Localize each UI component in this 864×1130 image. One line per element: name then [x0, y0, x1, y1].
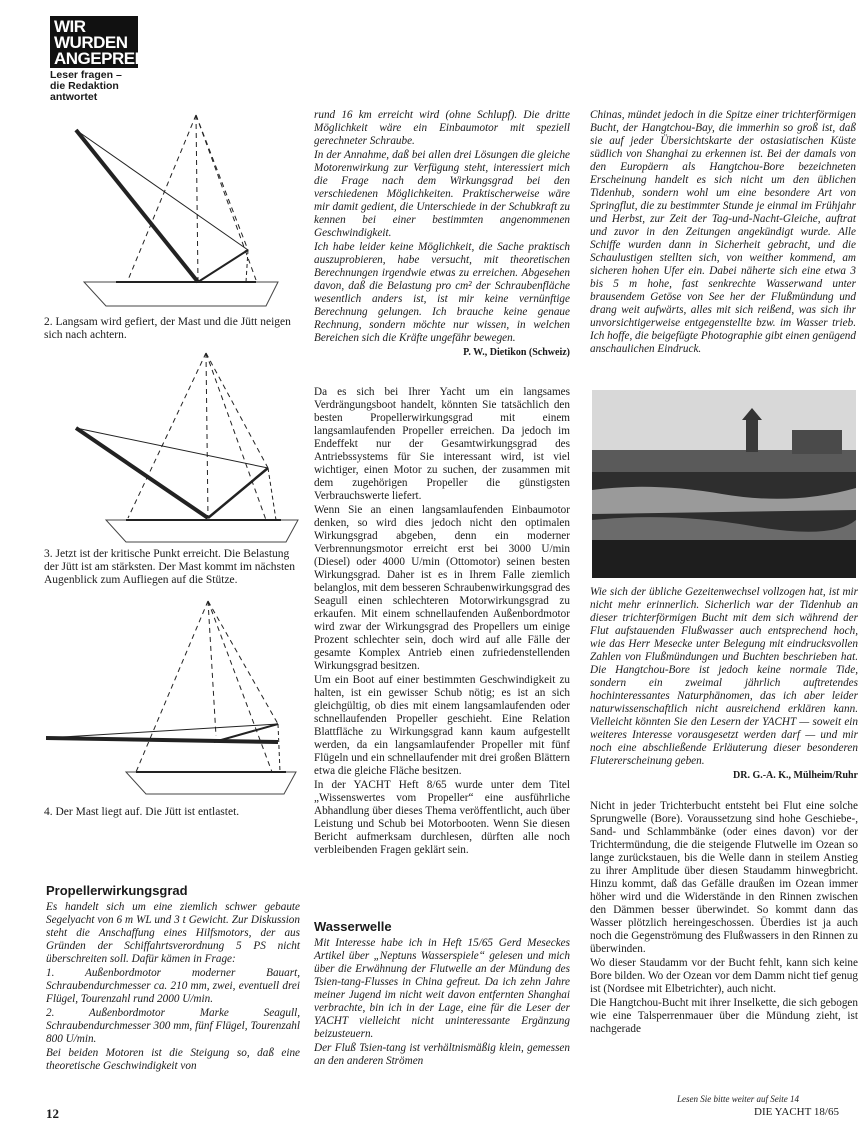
answer-paragraph-1: Da es sich bei Ihrer Yacht um ein langsames Verdrängungsboot handelt, könnten Sie tatsächlich den besten Propellerwirkungsgrad mit einem langsamlaufenden Propeller erreichen. Da jedoch im Endeffekt nur der Gesamtwirkungsgrad des Antriebssystems für Sie interessant wird, ist viel wichtiger, einen Motor zu suchen, der zusammen mit dem zugehörigen Propeller die günstigsten Verbrauchswerte liefert.	[314, 386, 570, 502]
heading-propellerwirkungsgrad: Propellerwirkungsgrad	[46, 883, 188, 898]
logo-line-1: WIR	[54, 17, 86, 36]
right-column-top	[590, 109, 856, 357]
question-paragraph-1: Es handelt sich um eine ziemlich schwer gebaute Segelyacht von 6 m WL und 3 t Gewicht. Zur Diskussion steht die Anschaffung eines Hilfsmotors, der aus Gründen der Schiffahrtsverordnung 5 PS nicht überschreiten soll. Dafür kämen in Frage:	[46, 901, 300, 965]
figure-2-caption: 2. Langsam wird gefiert, der Mast und die Jütt neigen sich nach achtern.	[44, 316, 291, 341]
middle-column-bottom	[314, 920, 570, 1069]
signature-letter-2: DR. G.-A. K., Mülheim/Ruhr	[733, 770, 858, 781]
question-item-2: 2. Außenbordmotor Marke Seagull, Schraubendurchmesser 300 mm, fünf Flügel, Tourenzahl 800 U/min.	[46, 1007, 300, 1045]
heading-wasserwelle: Wasserwelle	[314, 919, 392, 934]
signature-question-1: P. W., Dietikon (Schweiz)	[463, 347, 570, 358]
figure-4-diagram	[46, 596, 300, 804]
figure-3-diagram	[66, 348, 300, 548]
question-paragraph-4: In der Annahme, daß bei allen drei Lösungen die gleiche Motorenwirkung zur Verfügung steht, interessiert mich die Frage nach dem Wirkungsgrad bei den verschiedenen Möglichkeiten. Praktischerweise wäre mir damit gedient, die Unterschiede in der Schubkraft zu kennen bei einer bestimmten angenommenen Geschwindigkeit.	[314, 149, 570, 239]
answer-paragraph-3: Um ein Boot auf einer bestimmten Geschwindigkeit zu halten, ist ein gewisser Schub nötig; es ist an sich gleichgültig, ob dies mit einem langsamlaufenden oder schnellaufenden Propeller geschieht. Eine Relation Blattfläche zu Wirkungsgrad kann kaum aufgestellt werden, da ein langsamlaufender Propeller mit fünf Flügeln und ein schnellaufender mit drei großen Blättern etwa die gleiche Fläche besitzen.	[314, 674, 570, 777]
logo-line-2: WURDEN	[54, 33, 128, 52]
figure-3-caption: 3. Jetzt ist der kritische Punkt erreicht. Die Belastung der Jütt ist am stärksten. Der Mast kommt im nächsten Augenblick zum Aufliegen auf die Stütze.	[44, 548, 296, 586]
logo-band	[50, 16, 149, 68]
question-paragraph-5: Ich habe leider keine Möglichkeit, die Sache praktisch auszuprobieren, habe versucht, mit theoretischen Berechnungen irgendwie etwas zu erreichen. Abgesehen davon, daß die Belastung pro cm² der Schraubenfläche wesentlich anders ist, ist mir keine vernünftige Berechnung gelungen. Ich brauche keine genaue Rechnung, sondern möchte nur wissen, in welchen Bereichen sich die Kräfte ungefähr bewegen.	[314, 241, 570, 344]
letter-paragraph-2: Der Fluß Tsien-tang ist verhältnismäßig klein, gemessen an den anderen Strömen	[314, 1042, 570, 1067]
logo-line-3: ANGEPREIT	[54, 49, 149, 68]
answer-paragraph-7: Die Hangtchou-Bucht mit ihrer Inselkette, die sich gebogen wie eine Talsperrenmauer über die Mündung zieht, ist nachgerade	[590, 997, 858, 1035]
middle-column-top	[314, 109, 570, 360]
column-logo	[50, 16, 149, 103]
answer-paragraph-6: Wo dieser Staudamm vor der Bucht fehlt, kann sich keine Bore bilden. Wo der Ozean vor dem Damm nicht tief genug ist (Nordsee mit Elbetrichter), auch nicht.	[590, 957, 858, 995]
question-paragraph-2: Bei beiden Motoren ist die Steigung so, daß eine theoretische Geschwindigkeit von	[46, 1047, 300, 1072]
page-number: 12	[46, 1106, 59, 1121]
journal-footer: DIE YACHT 18/65	[754, 1106, 839, 1118]
figure-2-diagram	[66, 110, 300, 315]
question-item-1: 1. Außenbordmotor moderner Bauart, Schraubendurchmesser ca. 210 mm, zwei, eventuell drei Flügel, Tourenzahl rund 2000 U/min.	[46, 967, 300, 1005]
continuation-note: Lesen Sie bitte weiter auf Seite 14	[677, 1094, 799, 1104]
letter-paragraph-1: Mit Interesse habe ich in Heft 15/65 Gerd Meseckes Artikel über „Neptuns Wasserspiele“ gelesen und mich über die Erwähnung der Flutwelle an der Mündung des Tsien-tang-Flusses in China gefreut. Da ich zehn Jahre meiner Jugend im nicht weit davon entfernten Shanghai verbrachte, bin ich in der Lage, eine für die Leser der YACHT vielleicht nicht uninteressante Ergänzung beizusteuern.	[314, 937, 570, 1040]
letter-paragraph-4: Wie sich der übliche Gezeitenwechsel vollzogen hat, ist mir nicht mehr erinnerlich. Sicherlich war der Tidenhub an dieser trichterförmigen Bucht mit dem sich während der Flut aufstauenden Flußwasser auch entsprechend hoch, wie das Herr Mesecke unter Belegung mit eindrucksvollen Zahlen von Flußmündungen und Buchten beschrieben hat. Die Hangtchou-Bore ist jedoch keine normale Tide, sondern ein zweimal jährlich auftretendes hochinteressantes Naturphänomen, das ich aber leider naturwissenschaftlich nicht ausreichend erklären kann. Vielleicht könnten Sie den Lesern der YACHT — soweit ein weiteres Interesse vorausgesetzt werden darf — und mir noch eine abschließende Erläuterung dieser besonderen Flutererscheinung geben.	[590, 586, 858, 767]
bore-photograph	[592, 390, 856, 578]
middle-column-answer	[314, 386, 570, 858]
answer-paragraph-4: In der YACHT Heft 8/65 wurde unter dem Titel „Wissenswertes vom Propeller“ eine ausführliche Abhandlung über dieses Thema veröffentlicht, auch über Leistung und Schub bei Motorbooten. Wenn Sie diesen Bericht aufmerksam durchlesen, dürften alle noch verbleibenden Fragen geklärt sein.	[314, 779, 570, 856]
figure-4-caption: 4. Der Mast liegt auf. Die Jütt ist entlastet.	[44, 806, 240, 818]
question-paragraph-3: rund 16 km erreicht wird (ohne Schlupf). Die dritte Möglichkeit wäre ein Einbaumotor mit speziell gerechneter Schraube.	[314, 109, 570, 147]
letter-paragraph-3: Chinas, mündet jedoch in die Spitze einer trichterförmigen Bucht, der Hangtchou-Bay, die immerhin so groß ist, daß sie auf jeder Übersichtskarte der ostasiatischen Küste südlich von Shanghai zu erkennen ist. Bei der damals von den Europäern als Hangtchou-Bore bezeichneten Erscheinung handelt es sich nicht um den üblichen Tidenhub, sondern wohl um eine besondere Art von Springflut, die zu bestimmter Stunde je einmal im Frühjahr und Herbst, zur Zeit der Tag-und-Nacht-Gleiche, auftrat und zuvor in den Zeitungen angekündigt wurde. Alle Schiffe wurden dann in Sicherheit gebracht, und die Schaulustigen stellten sich, von weither kommend, am sicheren hohen Ufer ein. Dabei näherte sich eine etwa 3 bis 5 m hohe, fast senkrechte Wasserwand unter brausendem Getöse von See her der Flußmündung und drang weit aufwärts, alles mit sich reißend, was sich ihr unvorsichtigerweise entgegenstellte bzw. im Wasser trieb. Ich hoffe, die beigefügte Photographie gibt einen genügend anschaulichen Eindruck.	[590, 109, 856, 355]
left-column	[46, 884, 300, 1074]
answer-paragraph-2: Wenn Sie an einen langsamlaufenden Einbaumotor denken, so wird dies jedoch nicht den optimalen Wirkungsgrad abgeben, denn ein moderner Verbrennungsmotor erreicht erst bei 3000 U/min (Diesel) oder 4000 U/min (Ottomotor) seinen besten Wirkungsgrad. Daher ist es in Ihrem Falle ziemlich belanglos, mit dem besseren Schraubenwirkungsgrad des Seagull einen schlechteren Motorwirkungsgrad zu erkaufen. Mit einem schnellaufenden Außenbordmotor wird zwar der Wirkungsgrad des Propellers um einige Prozent schlechter sein, doch wird auf alle Fälle der gesamte Komplex Antrieb einen zufriedenstellenden Wirkungsgrad besitzen.	[314, 504, 571, 672]
logo-subtitle: Leser fragen – die Redaktion antwortet	[50, 69, 122, 103]
answer-paragraph-5: Nicht in jeder Trichterbucht entsteht bei Flut eine solche Sprungwelle (Bore). Voraussetzung sind hohe Geschiebe-, Sand- und Schlammbänke (oder eines davon) vor der Trichtermündung, die die steigende Flutwelle im Ozean so lange zurückstauen, bis die Welle dann in steilem Anstieg zu ihrer Amplitude über diesen Staudamm hinwegbricht. Hinzu kommt, daß das Gefälle draußen im Ozean immer höher wird und die Widerstände in den Rinnen zwischen den Dämmen besser überwindet. So kommt dann das Wasser plötzlich hereingeschossen. Überdies ist ja auch noch die Gegenströmung des Flußwassers in den Rinnen zu überwinden.	[590, 800, 858, 955]
right-column-bottom	[590, 800, 858, 1037]
right-column-middle	[590, 586, 858, 783]
